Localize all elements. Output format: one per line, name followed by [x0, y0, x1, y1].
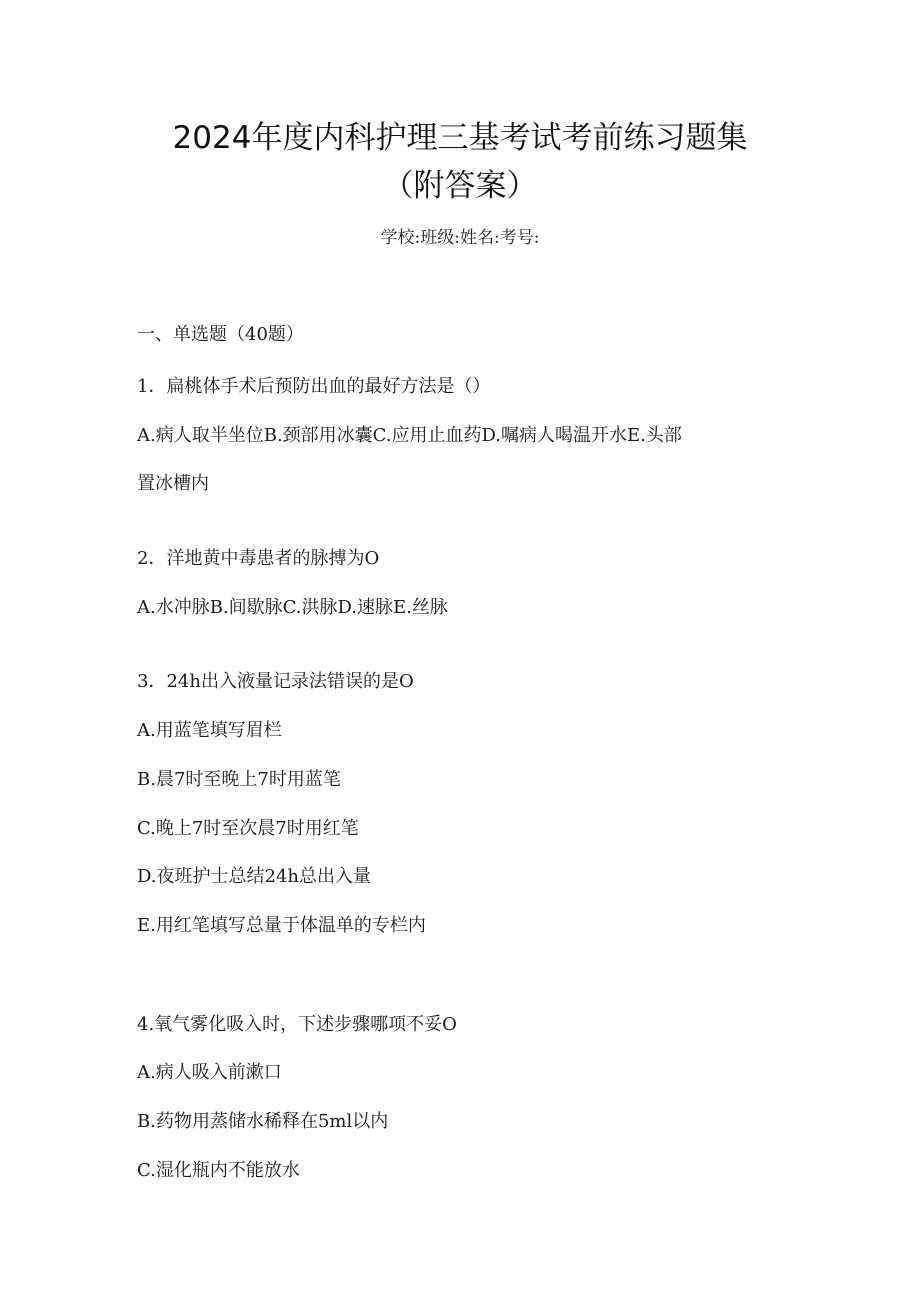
question-4-stem: 4.氧气雾化吸入时，下述步骤哪项不妥O: [137, 1014, 457, 1035]
question-3-stem: 3．24h出入液量记录法错误的是O: [137, 671, 414, 692]
question-4-option-c: C.湿化瓶内不能放水: [137, 1160, 300, 1181]
question-1-stem: 1．扁桃体手术后预防出血的最好方法是（）: [137, 376, 491, 397]
student-info-line: 学校:班级:姓名:考号:: [380, 228, 540, 248]
question-2-options: A.水冲脉B.间歇脉C.洪脉D.速脉E.丝脉: [137, 597, 448, 618]
question-3-option-b: B.晨7时至晚上7时用蓝笔: [137, 769, 341, 790]
question-4-option-b: B.药物用蒸储水稀释在5ml以内: [137, 1111, 389, 1132]
question-2-stem: 2．洋地黄中毒患者的脉搏为O: [137, 548, 380, 569]
document-title-line-2: （附答案）: [382, 168, 538, 204]
question-1-options-line-2: 置冰槽内: [137, 473, 209, 494]
question-4-option-a: A.病人吸入前漱口: [137, 1062, 282, 1083]
question-3-option-d: D.夜班护士总结24h总出入量: [137, 866, 372, 887]
document-title-line-1: 2024年度内科护理三基考试考前练习题集: [172, 120, 748, 156]
question-3-option-a: A.用蓝笔填写眉栏: [137, 720, 282, 741]
question-1-options-line-1: A.病人取半坐位B.颈部用冰囊C.应用止血药D.嘱病人喝温开水E.头部: [137, 425, 682, 446]
question-3-option-e: E.用红笔填写总量于体温单的专栏内: [137, 915, 426, 936]
section-heading: 一、单选题（40题）: [137, 324, 304, 345]
question-3-option-c: C.晚上7时至次晨7时用红笔: [137, 818, 359, 839]
